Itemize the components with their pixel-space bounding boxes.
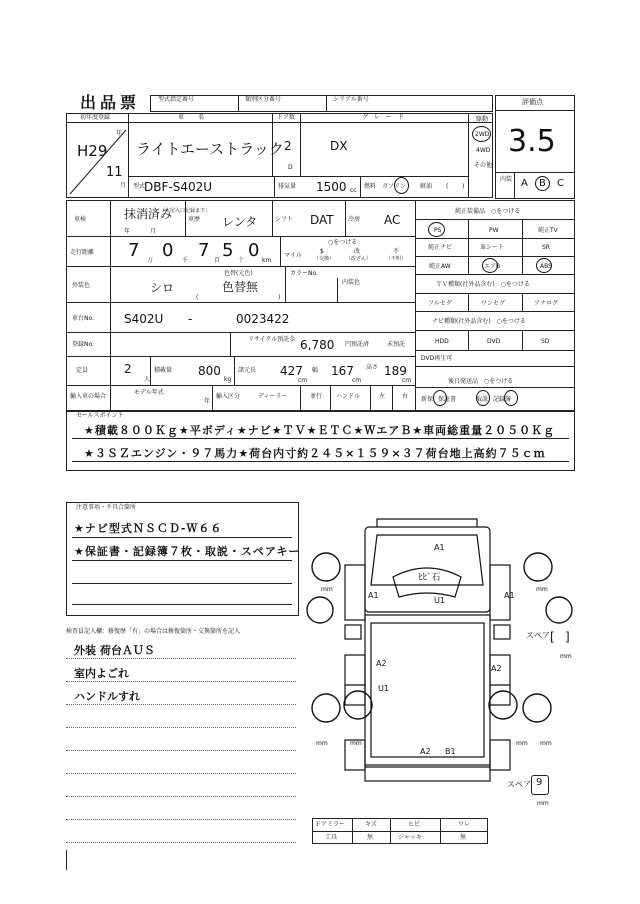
interior-grade-b: B	[539, 178, 546, 189]
fuel-paren-close: )	[462, 183, 465, 190]
mileage-label: 走行距離	[70, 249, 95, 256]
color-change-label: 色替(元色)	[224, 270, 253, 277]
drive-4wd[interactable]: 4WD	[476, 147, 491, 154]
meter-opt1[interactable]: $	[320, 248, 324, 255]
after-warranty-circle	[433, 390, 447, 406]
history-value: レンタ	[222, 215, 258, 229]
opt-abs[interactable]: ABS	[540, 263, 552, 270]
legend-mirror: Ｆアミラー	[315, 821, 346, 828]
navi-sd[interactable]: SD	[541, 338, 550, 345]
tv-title: ＴＶ種類(社外品含む) ○をつける	[436, 281, 530, 288]
drive-label: 駆動	[476, 116, 489, 123]
spare-mm: mm	[537, 800, 549, 807]
after-shinpo[interactable]: 新保	[421, 396, 434, 403]
registration-label: 登録No.	[72, 341, 94, 348]
shaken-value: 抹消済み	[124, 207, 173, 221]
mark-a1-right: A1	[504, 591, 515, 600]
handle-right[interactable]: 右	[402, 393, 409, 400]
selling-label: セールスポイント	[76, 412, 124, 419]
doors-suffix: D	[288, 164, 293, 171]
interior-grade-circle	[535, 176, 550, 191]
mark-chip: ﾋﾋﾞ石	[418, 573, 441, 583]
recycle-unit: 円預託済	[345, 341, 370, 348]
mileage-digit-2: 0	[162, 240, 174, 261]
inspector-label: 検査員記入欄：修復歴「有」の場合は修復箇所・交換箇所を記入	[66, 628, 241, 635]
interior-grade-label: 内装	[500, 176, 513, 183]
import-class-label: 輸入区分	[216, 393, 241, 400]
fuel-gasoline[interactable]: ガソリン	[382, 183, 407, 190]
chassis-model: S402U	[124, 312, 164, 326]
mark-a2-bottom: A2	[420, 747, 431, 756]
meter-opt3b: （不明）	[386, 256, 407, 262]
doors-value: 2	[284, 139, 292, 153]
mark-a1-top: A1	[434, 543, 445, 552]
spare-open-top: [	[550, 630, 555, 644]
meter-opt1b: （交換）	[314, 256, 335, 262]
mileage-digit-5: 0	[248, 240, 260, 261]
spare-close-top: ]	[565, 630, 570, 644]
opt-airbag[interactable]: エアB	[484, 263, 501, 270]
legend-scratch: キズ	[365, 821, 377, 828]
doors-label: ドア数	[277, 114, 295, 121]
recycle-value: 6,780	[300, 338, 335, 352]
drive-other[interactable]: その他	[474, 162, 493, 169]
serial-label: シリアル番号	[333, 96, 369, 103]
opt-airbag-circle	[482, 258, 501, 273]
width-value: 167	[331, 364, 354, 378]
mark-a2-right: A2	[491, 664, 502, 673]
color-change-value: 色替無	[222, 280, 259, 294]
displacement-value: 1500	[316, 180, 347, 194]
opt-pw[interactable]: PW	[489, 227, 499, 234]
after-manual-circle	[476, 390, 490, 406]
after-record[interactable]: 記録簿	[493, 396, 512, 403]
capacity-value: 2	[124, 362, 132, 376]
mileage-digit-1: 7	[128, 240, 140, 261]
history-label: 車歴	[188, 216, 201, 223]
type-label: 型式指定番号	[158, 96, 195, 103]
opt-tv[interactable]: 純正TV	[538, 227, 558, 234]
capacity-unit: 人	[144, 376, 151, 383]
first-reg-label: 初年度登録	[80, 114, 111, 121]
length-label: 諸元長	[238, 367, 257, 374]
mileage-digit-4: 5	[222, 240, 234, 261]
meter-note: ○をつける	[328, 239, 358, 246]
after-record-circle	[504, 390, 518, 406]
tv-analog[interactable]: アナログ	[534, 300, 559, 307]
shift-label: シフト	[275, 216, 294, 223]
header-codes	[150, 95, 493, 112]
load-unit: kg	[224, 376, 232, 383]
drive-circle	[472, 126, 491, 142]
legend-jack-value: 無	[460, 834, 467, 841]
width-unit: cm	[352, 377, 362, 384]
mm-4: mm	[350, 740, 362, 747]
recycle-label: リサイクル預託金	[248, 336, 296, 343]
meter-opt3[interactable]: 不	[393, 248, 400, 255]
legend-crack: ヒビ	[408, 821, 421, 828]
displacement-unit: cc	[350, 187, 357, 194]
meter-label: マイル	[284, 252, 302, 259]
legend-tools: 工具	[325, 834, 338, 841]
after-manual[interactable]: 取説	[476, 396, 489, 403]
car-name-label: 車 名	[178, 114, 209, 121]
shaken-label: 車検	[74, 216, 87, 223]
fuel-label: 燃料	[364, 183, 377, 190]
height-unit: cm	[402, 377, 412, 384]
opt-sr[interactable]: SR	[542, 244, 550, 251]
legend-tools-value: 無	[367, 834, 374, 841]
inspector-line-3: ハンドルすれ	[74, 690, 140, 703]
ac-label: 冷房	[348, 216, 361, 223]
legend-break: ワレ	[458, 821, 471, 828]
mileage-digit-3: 7	[198, 240, 210, 261]
car-name-value: ライトエーストラック	[136, 140, 284, 158]
inspector-line-1: 外装 荷台ＡＵＳ	[74, 644, 155, 657]
grade-value: DX	[330, 139, 348, 153]
legend-jack: ジャッキ	[398, 834, 422, 841]
mark-a2-left: A2	[376, 659, 387, 668]
mm-5: mm	[516, 740, 528, 747]
handle-left[interactable]: 左	[379, 393, 386, 400]
notes-label: 注意事項・不具合箇所	[76, 504, 137, 511]
mark-a1-left: A1	[368, 591, 379, 600]
import-dealer[interactable]: ディーラー	[258, 393, 288, 400]
height-value: 189	[384, 364, 407, 378]
genuine-title: 純正装備品 ○をつける	[455, 208, 521, 215]
inspector-line-2: 室内よごれ	[74, 667, 129, 680]
fuel-paren: (	[446, 183, 449, 190]
spare-mm-top: mm	[560, 653, 572, 660]
mileage-unit-5: km	[262, 257, 272, 264]
shaken-year-unit: 年	[124, 228, 131, 235]
recycle-unpaid[interactable]: 未預託	[387, 341, 406, 348]
mm-2: mm	[536, 586, 548, 593]
color-paren-open: (	[196, 294, 199, 301]
width-label: 幅	[312, 367, 319, 374]
fuel-circle	[394, 177, 409, 194]
shaken-month-unit: 月	[150, 228, 157, 235]
model-label: 型式	[133, 183, 146, 190]
grade-label: グ レ ー ド	[362, 114, 405, 121]
interior-color-label: 内装色	[342, 279, 361, 286]
import-label: 輸入車の場合	[70, 393, 107, 400]
notes-line-2: ★保証書・記録簿７枚・取説・スペアキー	[74, 545, 301, 558]
mark-u1: U1	[434, 596, 445, 605]
height-label: 高さ	[366, 364, 379, 371]
import-parallel[interactable]: 並行	[310, 393, 323, 400]
shift-value: DAT	[310, 213, 334, 227]
interior-grade-a: A	[521, 178, 528, 189]
import-year-unit: 年	[204, 398, 211, 405]
model-year-label: モデル年式	[134, 389, 164, 396]
opt-ps-circle	[428, 222, 445, 237]
tv-one[interactable]: ワンセグ	[481, 300, 506, 307]
load-value: 800	[198, 364, 221, 378]
handle-label: ハンドル	[336, 393, 361, 400]
sheet-title: 出品票	[80, 93, 141, 112]
year-unit: 年	[116, 130, 123, 137]
tv-full[interactable]: フルセグ	[428, 300, 452, 307]
color-paren-close: )	[278, 294, 281, 301]
length-unit: cm	[298, 377, 308, 384]
mm-6: mm	[540, 740, 552, 747]
chassis-number: 0023422	[236, 312, 290, 326]
spare-label: スペア	[507, 780, 531, 789]
fuel-diesel[interactable]: 軽油	[420, 183, 433, 190]
color-value: シロ	[150, 281, 175, 295]
selling-points-box	[66, 411, 575, 471]
load-label: 積載量	[154, 367, 173, 374]
opt-abs-circle	[536, 258, 552, 273]
capacity-label: 定員	[76, 367, 89, 374]
mileage-unit-1: 万	[147, 257, 154, 264]
meter-opt2b: （改ざん）	[346, 256, 372, 262]
displacement-label: 排気量	[278, 183, 297, 190]
opt-ps[interactable]: PS	[434, 227, 442, 234]
model-value: DBF-S402U	[144, 180, 213, 194]
shaken-month-note: （末尾入口記録まで）	[160, 208, 211, 214]
mileage-unit-2: 千	[182, 257, 189, 264]
mm-1: mm	[321, 586, 333, 593]
navi-dvd[interactable]: DVD	[487, 338, 501, 345]
dvd-playable[interactable]: DVD再生可	[421, 355, 453, 362]
mileage-unit-3: 百	[214, 257, 221, 264]
mark-u1-left: U1	[378, 684, 389, 693]
mileage-unit-4: 十	[238, 257, 245, 264]
slash-line	[66, 122, 128, 198]
color-label: 外装色	[72, 282, 91, 289]
meter-opt2[interactable]: 改	[354, 248, 361, 255]
spare-value: 9	[536, 777, 543, 788]
opt-aw[interactable]: 純正AW	[429, 263, 451, 270]
spare-label-top: スペア	[526, 631, 550, 640]
chassis-label: 車台No.	[72, 315, 94, 322]
notes-line-1: ★ナビ型式ＮＳＣＤ-Ｗ６６	[74, 522, 223, 535]
selling-line-1: ★積載８００Ｋｇ★平ボディ★ナビ★ＴＶ★ＥＴＣ★ＷエアＢ★車両総重量２０５０Ｋｇ	[84, 424, 556, 437]
month-unit: 月	[120, 182, 127, 189]
opt-navi[interactable]: 純正ナビ	[428, 244, 453, 251]
after-warranty[interactable]: 保証書	[438, 396, 457, 403]
mark-b1-bottom: B1	[445, 747, 456, 756]
month-value: 11	[106, 165, 123, 180]
score-label: 評価点	[522, 98, 543, 106]
selling-line-2: ★３ＳＺエンジン・９７馬力★荷台内寸約２４５×１５９×３７荷台地上高約７５ｃｍ	[84, 447, 546, 460]
year-value: H29	[77, 142, 108, 160]
after-title: 後日発送品 ○をつける	[448, 378, 514, 385]
length-value: 427	[280, 364, 303, 378]
ac-value: AC	[384, 213, 401, 227]
navi-title: ナビ種類(社外品含む) ○をつける	[432, 318, 526, 325]
mm-3: mm	[316, 740, 328, 747]
chassis-dash: -	[188, 312, 193, 326]
class-label: 類別区分番号	[245, 96, 282, 103]
opt-leather[interactable]: 革シート	[480, 244, 505, 251]
navi-hdd[interactable]: HDD	[435, 338, 449, 345]
interior-grade-c: C	[557, 178, 564, 189]
score-value: 3.5	[508, 124, 556, 159]
color-no-label: カラーNo.	[290, 270, 318, 277]
drive-2wd[interactable]: 2WD	[475, 131, 490, 138]
